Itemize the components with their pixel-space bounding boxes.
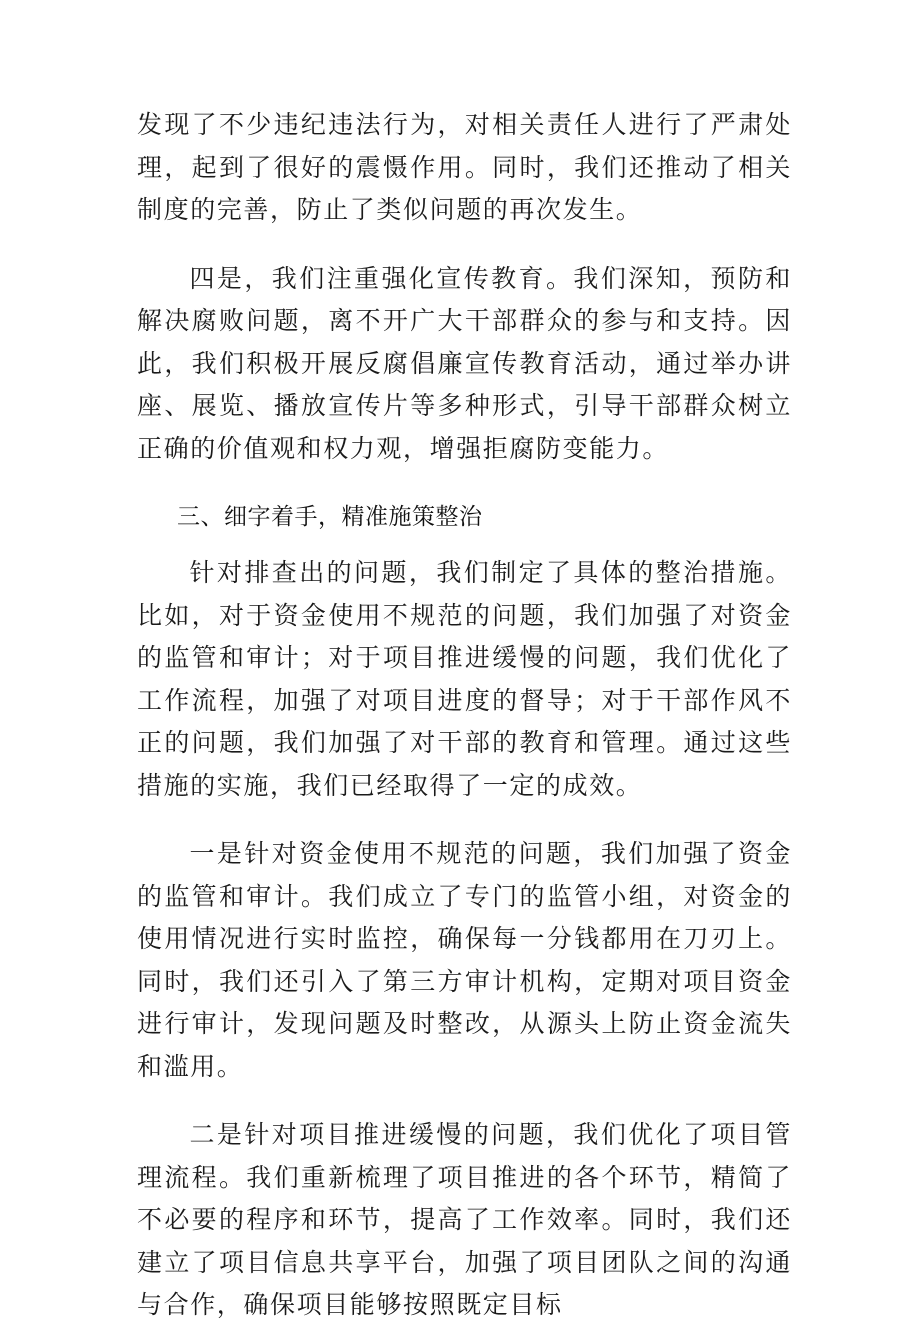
paragraph-gap bbox=[137, 232, 792, 258]
section-heading-three: 三、细字着手，精准施策整治 bbox=[177, 504, 483, 530]
paragraph-point-two: 二是针对项目推进缓慢的问题，我们优化了项目管理流程。我们重新梳理了项目推进的各个环节，精简了不必要的程序和环节，提高了工作效率。同时，我们还建立了项目信息共享平台，加强了项目团队之间的沟通与合作，确保项目能够按照既定目标 bbox=[137, 1120, 792, 1319]
document-body bbox=[137, 104, 792, 1327]
paragraph-gap bbox=[137, 538, 792, 552]
paragraph-gap bbox=[137, 1088, 792, 1114]
paragraph-measures-intro: 针对排查出的问题，我们制定了具体的整治措施。比如，对于资金使用不规范的问题，我们加强了对资金的监管和审计；对于项目推进缓慢的问题，我们优化了工作流程，加强了对项目进度的督导；对于干部作风不正的问题，我们加强了对干部的教育和管理。通过这些措施的实施，我们已经取得了一定的成效。 bbox=[137, 558, 792, 800]
paragraph-continuation: 发现了不少违纪违法行为，对相关责任人进行了严肃处理，起到了很好的震慑作用。同时，我们还推动了相关制度的完善，防止了类似问题的再次发生。 bbox=[137, 110, 792, 224]
paragraph-point-four: 四是，我们注重强化宣传教育。我们深知，预防和解决腐败问题，离不开广大干部群众的参与和支持。因此，我们积极开展反腐倡廉宣传教育活动，通过举办讲座、展览、播放宣传片等多种形式，引导干部群众树立正确的价值观和权力观，增强拒腐防变能力。 bbox=[137, 263, 792, 463]
paragraph-point-one: 一是针对资金使用不规范的问题，我们加强了资金的监管和审计。我们成立了专门的监管小组，对资金的使用情况进行实时监控，确保每一分钱都用在刀刃上。同时，我们还引入了第三方审计机构，定期对项目资金进行审计，发现问题及时整改，从源头上防止资金流失和滥用。 bbox=[137, 839, 792, 1081]
paragraph-gap bbox=[137, 807, 792, 833]
paragraph-gap bbox=[137, 470, 792, 496]
